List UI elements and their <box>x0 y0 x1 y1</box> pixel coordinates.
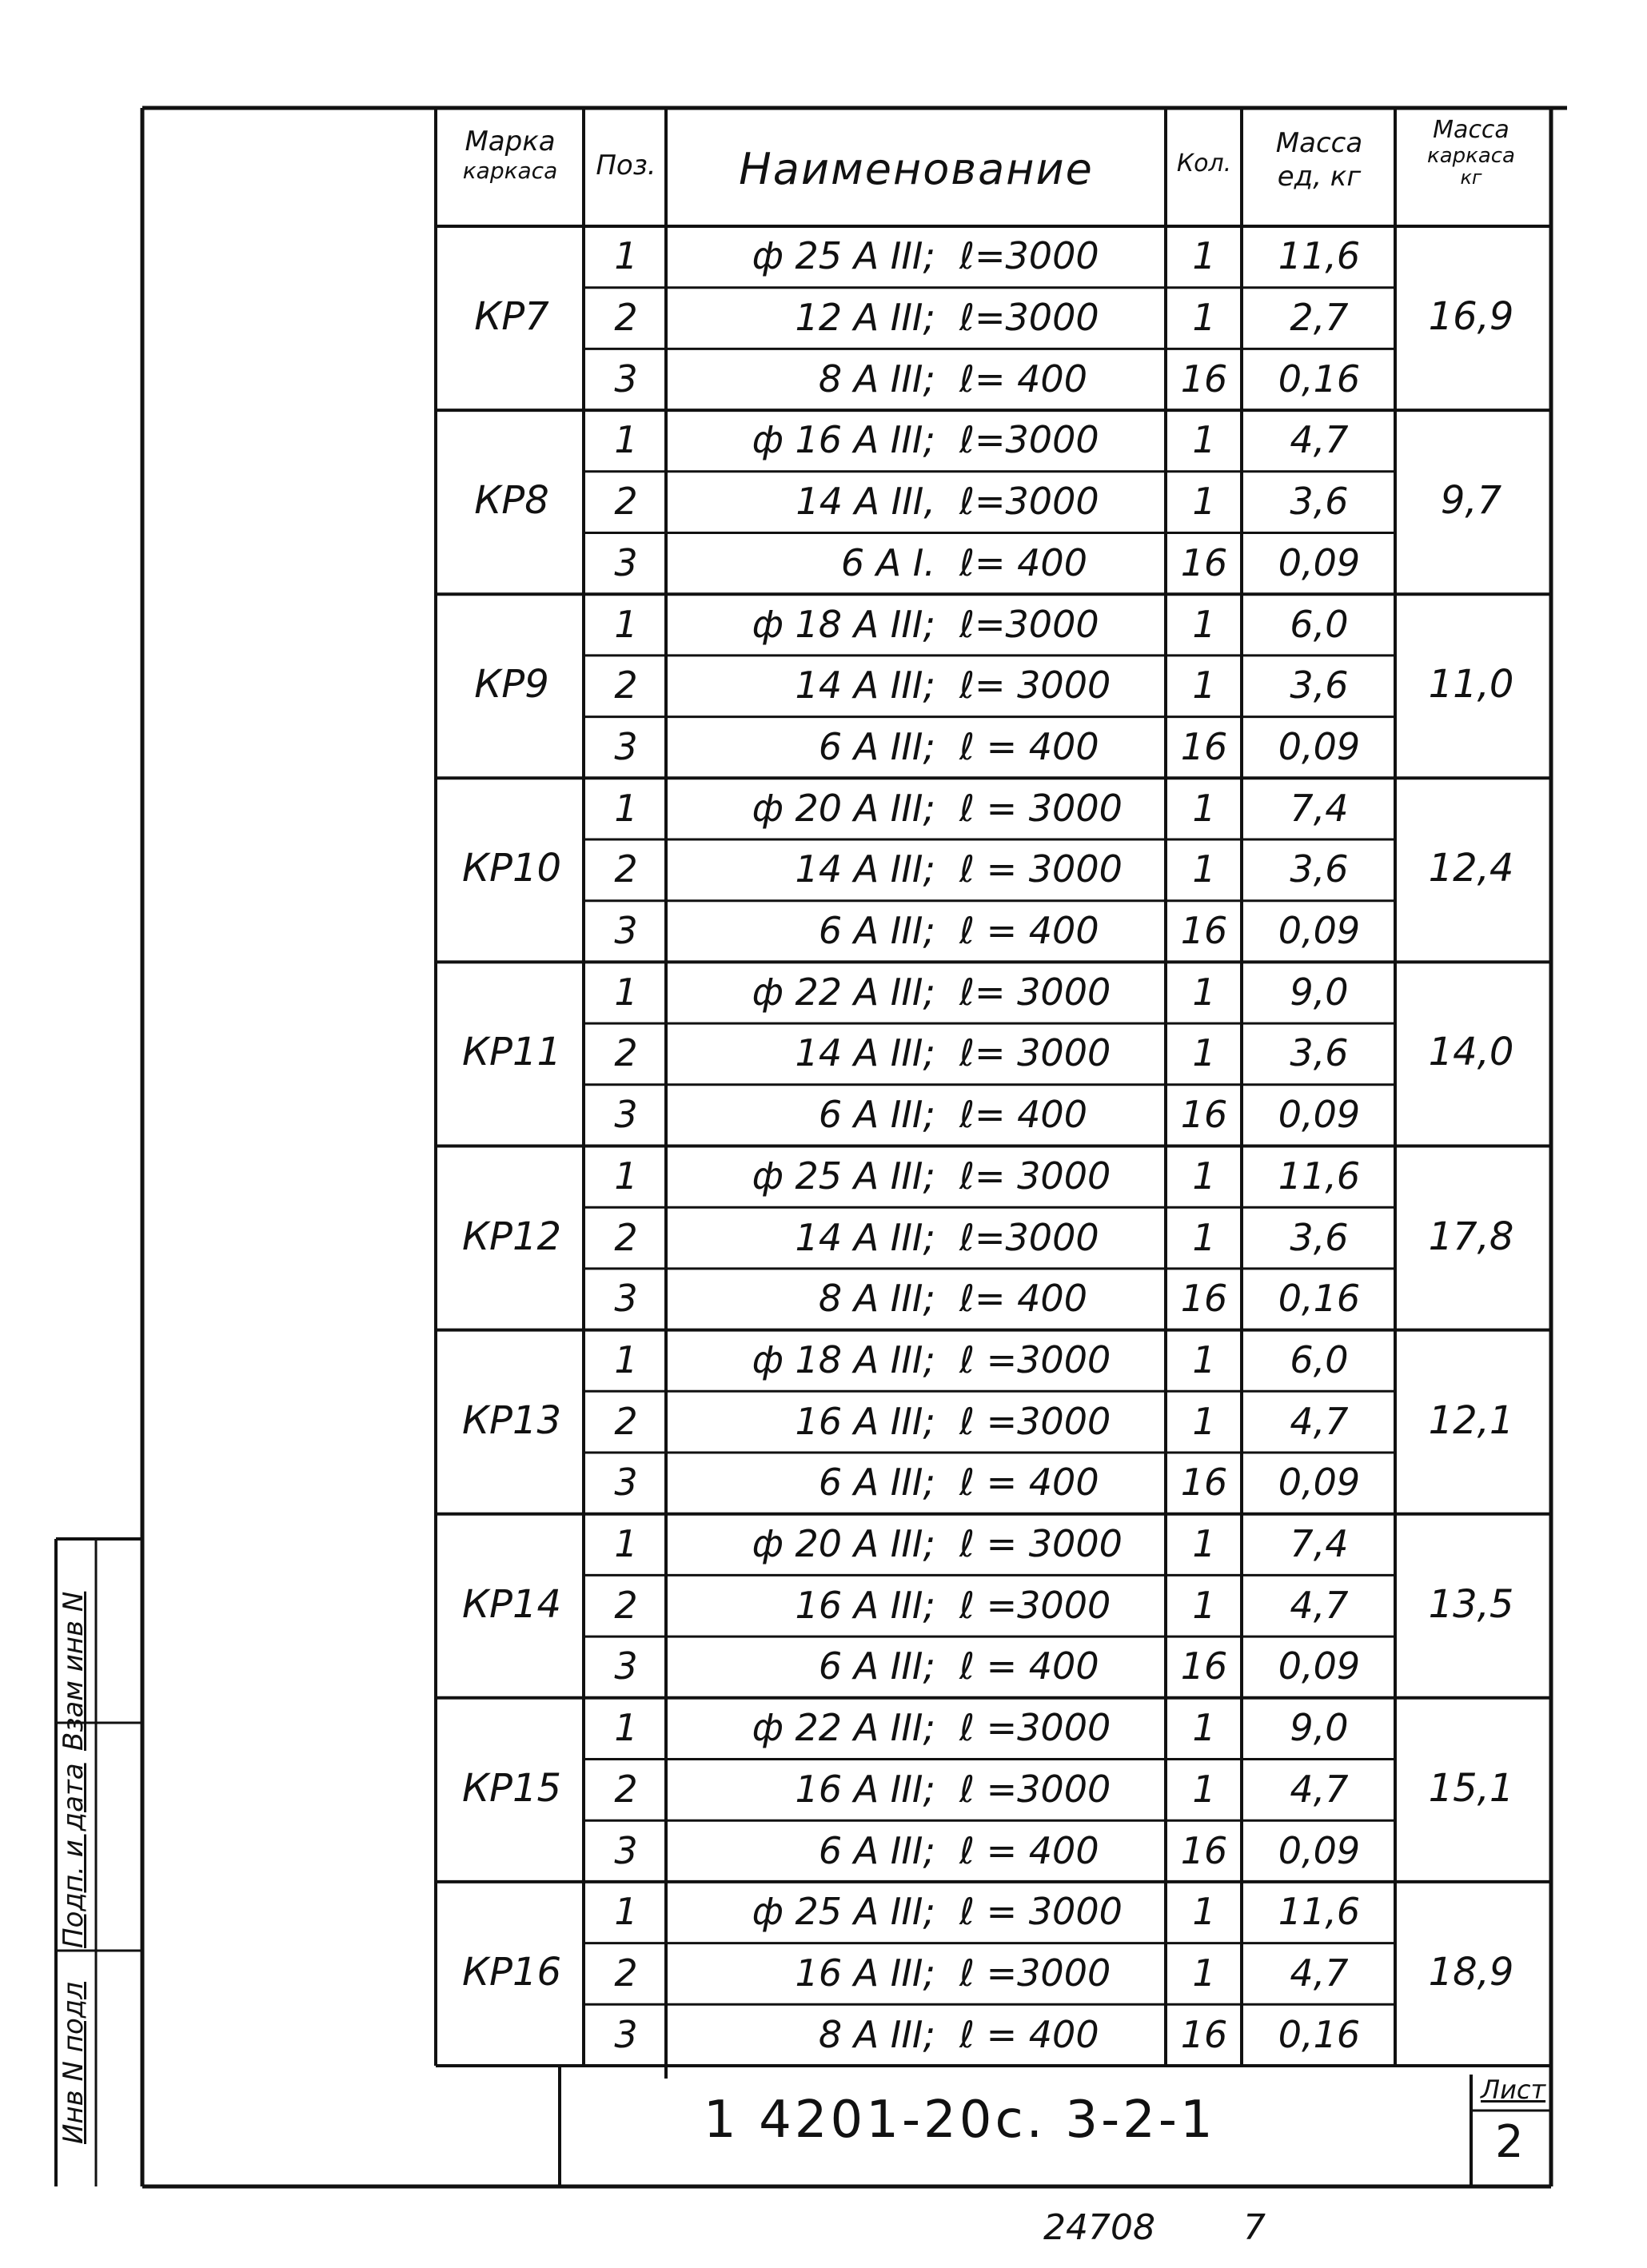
group-mass: 9,7 <box>1440 478 1502 524</box>
row-length: ℓ=3000 <box>959 602 1099 646</box>
row-qty: 16 <box>1180 1828 1228 1872</box>
row-name: ф 25 А III; <box>752 1154 935 1198</box>
group-mass: 11,0 <box>1428 662 1514 708</box>
row-name: 14 А III; <box>795 847 935 891</box>
row-qty: 1 <box>1192 1951 1216 1995</box>
row-unit-mass: 7,4 <box>1290 786 1349 830</box>
group-mark: КР12 <box>461 1214 562 1259</box>
header-kol: Кол. <box>1176 149 1232 177</box>
row-qty: 1 <box>1192 970 1216 1014</box>
row-pos: 3 <box>614 1644 638 1688</box>
row-qty: 16 <box>1180 724 1228 768</box>
row-length: ℓ = 400 <box>959 1828 1099 1872</box>
group-mark: КР10 <box>461 846 562 891</box>
row-unit-mass: 4,7 <box>1290 1767 1349 1811</box>
row-pos: 2 <box>614 480 638 524</box>
row-unit-mass: 3,6 <box>1290 664 1349 708</box>
row-length: ℓ= 400 <box>959 1277 1087 1321</box>
row-qty: 1 <box>1192 664 1216 708</box>
row-length: ℓ= 3000 <box>959 664 1111 708</box>
side-label-vzam: Взам инв N <box>58 1591 90 1751</box>
group-mark: КР14 <box>461 1581 562 1627</box>
row-unit-mass: 4,7 <box>1290 1583 1349 1627</box>
row-unit-mass: 3,6 <box>1290 480 1349 524</box>
row-qty: 1 <box>1192 1767 1216 1811</box>
row-unit-mass: 2,7 <box>1290 296 1349 340</box>
row-pos: 2 <box>614 1215 638 1259</box>
group-mark: КР13 <box>461 1397 562 1443</box>
footer-number: 24708 <box>1043 2207 1155 2248</box>
row-pos: 2 <box>614 1399 638 1443</box>
row-pos: 3 <box>614 1461 638 1505</box>
row-name: ф 20 А III; <box>752 1522 935 1566</box>
row-length: ℓ = 3000 <box>959 847 1123 891</box>
row-name: ф 18 А III; <box>752 1337 935 1381</box>
row-unit-mass: 6,0 <box>1290 602 1349 646</box>
header-massa-ed-line2: ед, кг <box>1277 161 1362 193</box>
row-length: ℓ =3000 <box>959 1951 1111 1995</box>
row-pos: 2 <box>614 1031 638 1075</box>
row-qty: 1 <box>1192 1522 1216 1566</box>
header-mk-line3: кг <box>1460 166 1482 189</box>
group-mass: 13,5 <box>1428 1581 1514 1627</box>
row-qty: 1 <box>1192 847 1216 891</box>
row-pos: 1 <box>614 1890 638 1934</box>
row-qty: 1 <box>1192 1215 1216 1259</box>
group-mass: 16,9 <box>1428 294 1514 340</box>
row-pos: 3 <box>614 1828 638 1872</box>
group-mass: 12,1 <box>1428 1397 1514 1443</box>
row-unit-mass: 0,09 <box>1278 1093 1361 1137</box>
row-qty: 1 <box>1192 1031 1216 1075</box>
row-name: 6 А III; <box>818 1644 935 1688</box>
group-mark: КР9 <box>474 662 549 708</box>
row-qty: 1 <box>1192 602 1216 646</box>
row-unit-mass: 0,09 <box>1278 540 1361 584</box>
row-unit-mass: 0,09 <box>1278 909 1361 953</box>
row-unit-mass: 0,09 <box>1278 1828 1361 1872</box>
stamp-list-number: 2 <box>1495 2116 1524 2168</box>
row-unit-mass: 0,16 <box>1278 1277 1361 1321</box>
header-naim: Наименование <box>739 144 1094 194</box>
row-length: ℓ= 3000 <box>959 1154 1111 1198</box>
row-length: ℓ =3000 <box>959 1706 1111 1750</box>
row-pos: 2 <box>614 664 638 708</box>
row-name: 14 А III, <box>796 480 935 524</box>
row-pos: 3 <box>614 724 638 768</box>
header-marka-line2: каркаса <box>462 157 558 184</box>
header-marka-line1: Марка <box>465 126 556 157</box>
row-unit-mass: 9,0 <box>1290 970 1349 1014</box>
row-qty: 1 <box>1192 1706 1216 1750</box>
row-qty: 1 <box>1192 418 1216 462</box>
row-pos: 3 <box>614 1277 638 1321</box>
side-label-inv-podl: Инв N подл <box>58 1981 90 2144</box>
row-unit-mass: 11,6 <box>1278 1890 1361 1934</box>
row-length: ℓ=3000 <box>959 418 1099 462</box>
stamp-code: 1 4201-20с. 3-2-1 <box>704 2091 1216 2150</box>
row-name: 6 А III; <box>818 1461 935 1505</box>
group-mass: 17,8 <box>1428 1214 1514 1259</box>
row-qty: 16 <box>1180 357 1228 401</box>
row-unit-mass: 11,6 <box>1278 234 1361 278</box>
row-name: ф 20 А III; <box>752 786 935 830</box>
row-pos: 2 <box>614 847 638 891</box>
row-unit-mass: 4,7 <box>1290 1399 1349 1443</box>
row-qty: 16 <box>1180 1461 1228 1505</box>
group-mass: 18,9 <box>1428 1949 1514 1995</box>
row-length: ℓ= 400 <box>959 540 1087 584</box>
row-length: ℓ= 400 <box>959 1093 1087 1137</box>
row-qty: 1 <box>1192 1154 1216 1198</box>
group-mark: КР8 <box>474 478 549 524</box>
header-massa-ed-line1: Масса <box>1275 127 1363 159</box>
row-unit-mass: 4,7 <box>1290 1951 1349 1995</box>
row-name: 12 А III; <box>795 296 935 340</box>
row-pos: 1 <box>614 234 638 278</box>
row-length: ℓ = 3000 <box>959 1890 1123 1934</box>
row-qty: 16 <box>1180 1644 1228 1688</box>
row-pos: 2 <box>614 1767 638 1811</box>
row-qty: 16 <box>1180 2012 1228 2056</box>
row-length: ℓ = 400 <box>959 724 1099 768</box>
row-length: ℓ=3000 <box>959 296 1099 340</box>
row-name: 16 А III; <box>795 1583 935 1627</box>
row-length: ℓ =3000 <box>959 1583 1111 1627</box>
row-pos: 3 <box>614 909 638 953</box>
row-pos: 3 <box>614 2012 638 2056</box>
row-unit-mass: 0,16 <box>1278 2012 1361 2056</box>
row-qty: 16 <box>1180 1093 1228 1137</box>
row-name: ф 16 А III; <box>752 418 935 462</box>
row-pos: 1 <box>614 786 638 830</box>
row-name: 8 А III; <box>818 2012 935 2056</box>
row-name: 14 А III; <box>795 1215 935 1259</box>
row-length: ℓ =3000 <box>959 1399 1111 1443</box>
row-length: ℓ= 400 <box>959 357 1087 401</box>
row-unit-mass: 3,6 <box>1290 1031 1349 1075</box>
group-mass: 14,0 <box>1428 1030 1514 1075</box>
row-pos: 1 <box>614 1154 638 1198</box>
row-qty: 1 <box>1192 1583 1216 1627</box>
row-length: ℓ = 400 <box>959 1644 1099 1688</box>
row-name: 14 А III; <box>795 664 935 708</box>
row-unit-mass: 9,0 <box>1290 1706 1349 1750</box>
row-name: 16 А III; <box>795 1951 935 1995</box>
group-mark: КР16 <box>461 1949 562 1995</box>
row-unit-mass: 4,7 <box>1290 418 1349 462</box>
row-name: 8 А III; <box>818 357 935 401</box>
group-mark: КР7 <box>474 294 549 340</box>
row-length: ℓ = 400 <box>959 2012 1099 2056</box>
row-name: 16 А III; <box>795 1399 935 1443</box>
row-pos: 3 <box>614 540 638 584</box>
row-pos: 1 <box>614 1522 638 1566</box>
row-qty: 1 <box>1192 1337 1216 1381</box>
header-massa-ed <box>1243 127 1395 193</box>
group-mass: 15,1 <box>1428 1765 1514 1811</box>
row-pos: 1 <box>614 602 638 646</box>
row-unit-mass: 7,4 <box>1290 1522 1349 1566</box>
row-pos: 1 <box>614 418 638 462</box>
row-pos: 1 <box>614 1706 638 1750</box>
row-name: 6 А III; <box>818 909 935 953</box>
row-qty: 16 <box>1180 909 1228 953</box>
row-qty: 1 <box>1192 786 1216 830</box>
row-pos: 1 <box>614 970 638 1014</box>
row-length: ℓ=3000 <box>959 1215 1099 1259</box>
row-length: ℓ=3000 <box>959 480 1099 524</box>
header-mk-line2: каркаса <box>1426 144 1515 168</box>
row-name: ф 25 А III; <box>752 1890 935 1934</box>
row-length: ℓ=3000 <box>959 234 1099 278</box>
row-qty: 1 <box>1192 1399 1216 1443</box>
row-pos: 3 <box>614 1093 638 1137</box>
row-unit-mass: 0,09 <box>1278 1461 1361 1505</box>
row-qty: 16 <box>1180 540 1228 584</box>
row-pos: 2 <box>614 296 638 340</box>
row-name: ф 22 А III; <box>752 970 935 1014</box>
row-name: ф 22 А III; <box>752 1706 935 1750</box>
row-qty: 1 <box>1192 480 1216 524</box>
row-qty: 1 <box>1192 1890 1216 1934</box>
row-unit-mass: 3,6 <box>1290 847 1349 891</box>
row-name: ф 18 А III; <box>752 602 935 646</box>
row-pos: 2 <box>614 1583 638 1627</box>
row-length: ℓ = 400 <box>959 1461 1099 1505</box>
row-qty: 16 <box>1180 1277 1228 1321</box>
row-length: ℓ =3000 <box>959 1337 1111 1381</box>
side-label-podp-data: Подп. и дата <box>58 1763 90 1948</box>
row-unit-mass: 0,09 <box>1278 724 1361 768</box>
footer-page: 7 <box>1243 2207 1266 2248</box>
row-length: ℓ =3000 <box>959 1767 1111 1811</box>
row-length: ℓ= 3000 <box>959 1031 1111 1075</box>
row-length: ℓ = 3000 <box>959 786 1123 830</box>
row-unit-mass: 11,6 <box>1278 1154 1361 1198</box>
row-name: 6 А I. <box>840 540 935 584</box>
group-mass: 12,4 <box>1428 846 1514 891</box>
row-qty: 1 <box>1192 234 1216 278</box>
row-unit-mass: 0,16 <box>1278 357 1361 401</box>
row-length: ℓ= 3000 <box>959 970 1111 1014</box>
row-name: 14 А III; <box>795 1031 935 1075</box>
row-name: ф 25 А III; <box>752 234 935 278</box>
row-pos: 1 <box>614 1337 638 1381</box>
row-unit-mass: 3,6 <box>1290 1215 1349 1259</box>
row-pos: 2 <box>614 1951 638 1995</box>
row-length: ℓ = 400 <box>959 909 1099 953</box>
header-mk-line1: Масса <box>1433 116 1509 144</box>
row-name: 16 А III; <box>795 1767 935 1811</box>
group-mark: КР15 <box>461 1765 562 1811</box>
row-qty: 1 <box>1192 296 1216 340</box>
header-marka <box>438 128 582 182</box>
group-mark: КР11 <box>461 1030 562 1075</box>
header-poz: Поз. <box>596 149 656 181</box>
row-unit-mass: 6,0 <box>1290 1337 1349 1381</box>
row-name: 6 А III; <box>818 724 935 768</box>
header-massa-karkasa <box>1395 118 1547 187</box>
row-unit-mass: 0,09 <box>1278 1644 1361 1688</box>
row-name: 8 А III; <box>818 1277 935 1321</box>
row-name: 6 А III; <box>818 1828 935 1872</box>
row-pos: 3 <box>614 357 638 401</box>
stamp-list-label: Лист <box>1481 2075 1546 2105</box>
row-length: ℓ = 3000 <box>959 1522 1123 1566</box>
row-name: 6 А III; <box>818 1093 935 1137</box>
